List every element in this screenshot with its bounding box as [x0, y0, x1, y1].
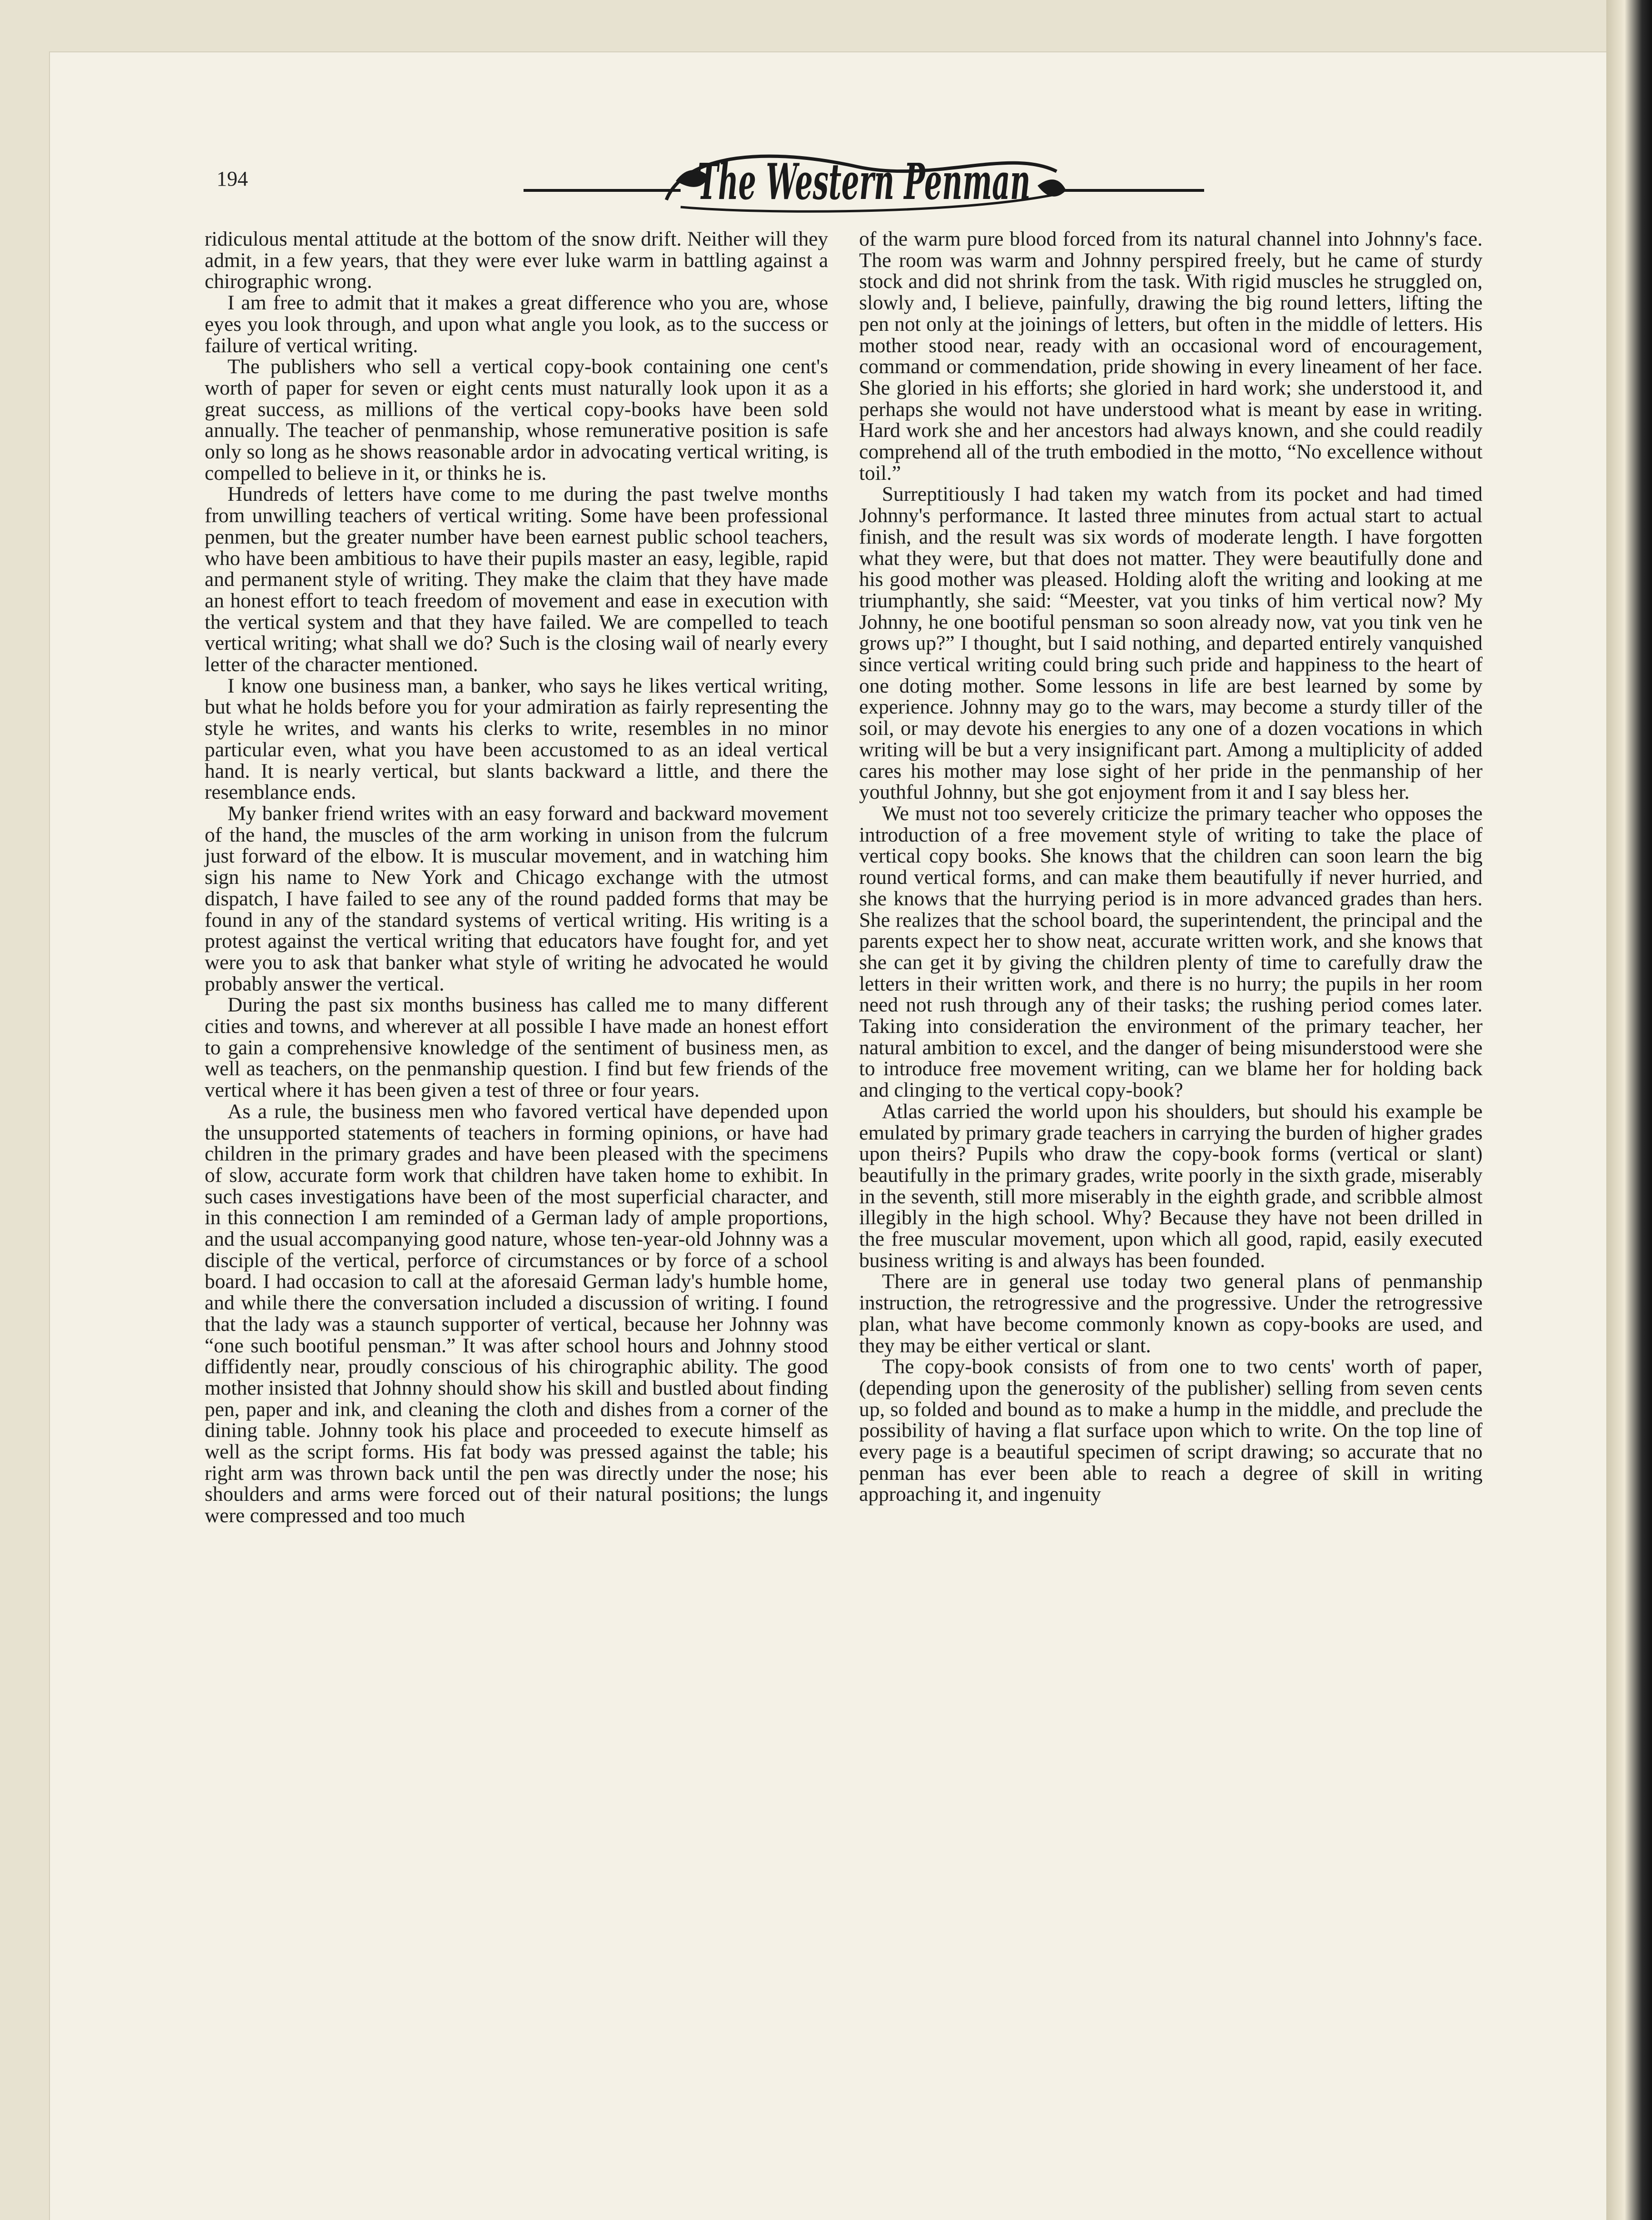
paragraph: Hundreds of letters have come to me during the past twelve months from unwilling teachers of vertical writing. Some have been professional penmen, but the greater number have been earnest public school teachers, who have been ambitious to have their pupils master an easy, legible, rapid and permanent style of writing. They make the claim that they have made an honest effort to teach freedom of movement and ease in execution with the vertical system and that they have failed. We are compelled to teach vertical writing; what shall we do? Such is the closing wail of nearly every letter of the character mentioned. [205, 483, 828, 676]
paragraph: The publishers who sell a vertical copy-book containing one cent's worth of paper for seven or eight cents must naturally look upon it as a great success, as millions of the vertical copy-books have been sold annually. The teacher of penmanship, whose remunerative position is safe only so long as he shows reasonable ardor in advocating vertical writing, is compelled to believe in it, or thinks he is. [205, 355, 828, 485]
page-number: 194 [217, 167, 248, 190]
paragraph: During the past six months business has called me to many different cities and towns, and wherever at all possible I have made an honest effort to gain a comprehensive knowledge of the sentiment of business men, as well as teachers, on the penmanship question. I find but few friends of the vertical where it has been given a test of three or four years. [205, 993, 828, 1102]
paragraph: There are in general use today two general plans of penmanship instruction, the retrogressive and the progressive. Under the retrogressive plan, what have become commonly known as copy-books are used, and they may be either vertical or slant. [859, 1270, 1483, 1357]
masthead-logo [524, 143, 1204, 224]
paragraph: The copy-book consists of from one to two cents' worth of paper, (depending upon the generosity of the publisher) selling from seven cents up, so folded and bound as to make a hump in the middle, and preclude the possibility of having a flat surface upon which to write. On the top line of every page is a beautiful specimen of script drawing; so accurate that no penman has ever been able to reach a degree of skill in writing approaching it, and ingenuity [859, 1355, 1483, 1506]
left-column [205, 228, 828, 1526]
book-spine-edge [1606, 0, 1652, 2220]
paragraph: of the warm pure blood forced from its natural channel into Johnny's face. The room was warm and Johnny perspired freely, but he came of sturdy stock and did not shrink from the task. With rigid muscles he struggled on, slowly and, I believe, painfully, drawing the big round letters, lifting the pen not only at the joinings of letters, but often in the middle of letters. His mother stood near, ready with an occasional word of encouragement, command or commendation, pride showing in every lineament of her face. She gloried in his efforts; she gloried in hard work; she understood it, and perhaps she would not have understood what is meant by ease in writing. Hard work she and her ancestors had always known, and she could readily comprehend all of the truth embodied in the motto, “No excellence without toil.” [859, 228, 1483, 485]
paragraph: I am free to admit that it makes a great difference who you are, whose eyes you look through, and upon what angle you look, as to the success or failure of vertical writing. [205, 291, 828, 357]
paragraph: Surreptitiously I had taken my watch from its pocket and had timed Johnny's performance. It lasted three minutes from actual start to actual finish, and the result was six words of moderate length. I have forgotten what they were, but that does not matter. They were beautifully done and his good mother was pleased. Holding aloft the writing and looking at me triumphantly, she said: “Meester, vat you tinks of him vertical now? My Johnny, he one bootiful pensman so soon already now, vat you tink ven he grows up?” I thought, but I said nothing, and departed entirely vanquished since vertical writing could bring such pride and happiness to the heart of one doting mother. Some lessons in life are best learned by some by experience. Johnny may go to the wars, may become a sturdy tiller of the soil, or may devote his energies to any one of a dozen vocations in which writing will be but a very insignificant part. Among a multiplicity of added cares his mother may lose sight of her pride in the penmanship of her youthful Johnny, but she got enjoyment from it and I say bless her. [859, 483, 1483, 804]
paragraph: I know one business man, a banker, who says he likes vertical writing, but what he holds before you for your admiration as fairly representing the style he writes, and wants his clerks to write, resembles in no minor particular even, what you have been accustomed to as an ideal vertical hand. It is nearly vertical, but slants backward a little, and there the resemblance ends. [205, 674, 828, 804]
paragraph: We must not too severely criticize the primary teacher who opposes the introduction of a free movement style of writing to take the place of vertical copy books. She knows that the children can soon learn the big round vertical forms, and can make them beautifully if never hurried, and she knows that the hurrying period is in more advanced grades than hers. She realizes that the school board, the superintendent, the principal and the parents expect her to show neat, accurate written work, and she knows that she can get it by giving the children plenty of time to carefully draw the letters in their written work, and there is no hurry; the pupils in her room need not rush through any of their tasks; the rushing period comes later. Taking into consideration the environment of the primary teacher, her natural ambition to excel, and the danger of being misunderstood were she to introduce free movement writing, can we blame her for holding back and clinging to the vertical copy-book? [859, 802, 1483, 1102]
masthead-title: The Western Penman [697, 152, 1030, 211]
paragraph: Atlas carried the world upon his shoulders, but should his example be emulated by primary grade teachers in carrying the burden of higher grades upon theirs? Pupils who draw the copy-book forms (vertical or slant) beautifully in the primary grades, write poorly in the sixth grade, miserably in the seventh, still more miserably in the eighth grade, and scribble almost illegibly in the high school. Why? Because they have not been drilled in the free muscular movement, upon which all good, rapid, easily executed business writing is and always has been founded. [859, 1100, 1483, 1272]
paragraph: My banker friend writes with an easy forward and backward movement of the hand, the muscles of the arm working in unison from the fulcrum just forward of the elbow. It is muscular movement, and in watching him sign his name to New York and Chicago exchange with the utmost dispatch, I have failed to see any of the round padded forms that may be found in any of the standard systems of vertical writing. His writing is a protest against the vertical writing that educators have fought for, and yet were you to ask that banker what style of writing he advocated he would probably answer the vertical. [205, 802, 828, 995]
paragraph: As a rule, the business men who favored vertical have depended upon the unsupported statements of teachers in forming opinions, or have had children in the primary grades and have been pleased with the specimens of slow, accurate form work that children have taken home to exhibit. In such cases investigations have been of the most superficial character, and in this connection I am reminded of a German lady of ample proportions, and the usual accompanying good nature, whose ten-year-old Johnny was a disciple of the vertical, perforce of circumstances or by force of a school board. I had occasion to call at the aforesaid German lady's humble home, and while there the conversation included a discussion of writing. I found that the lady was a staunch supporter of vertical, because her Johnny was “one such bootiful pensman.” It was after school hours and Johnny stood diffidently near, proudly conscious of his chirographic ability. The good mother insisted that Johnny should show his skill and bustled about finding pen, paper and ink, and cleaning the cloth and dishes from a corner of the dining table. Johnny took his place and proceeded to execute himself as well as the script forms. His fat body was pressed against the table; his right arm was thrown back until the pen was directly under the nose; his shoulders and arms were forced out of their natural positions; the lungs were compressed and too much [205, 1100, 828, 1527]
masthead-flourish-icon [524, 143, 1204, 224]
right-column [859, 228, 1483, 1505]
paragraph: ridiculous mental attitude at the bottom of the snow drift. Neither will they admit, in a few years, that they were ever luke warm in battling against a chirographic wrong. [205, 228, 828, 293]
